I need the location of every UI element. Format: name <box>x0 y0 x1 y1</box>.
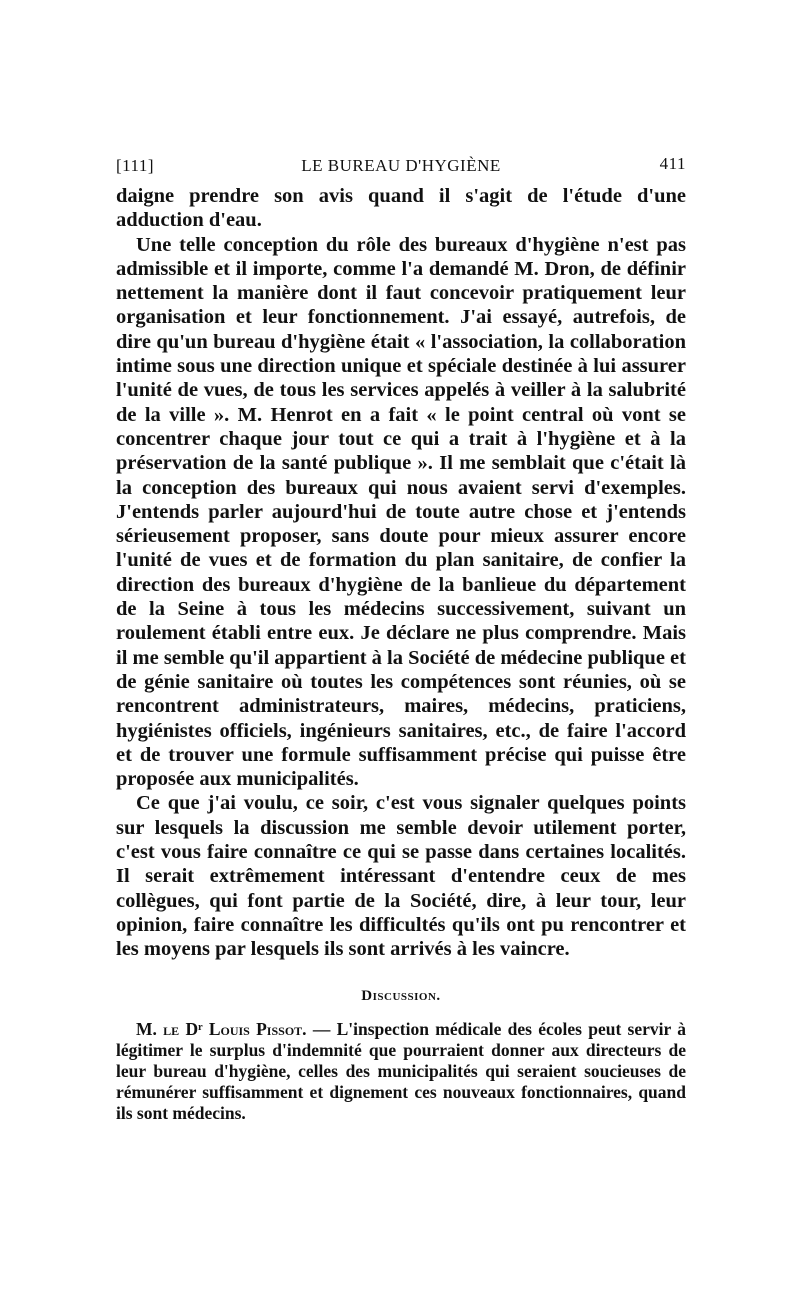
speaker-name: M. le Dʳ Louis Pissot. <box>136 1018 307 1039</box>
paragraph-continuation: daigne prendre son avis quand il s'agit de l'étude d'une adduction d'eau. <box>116 185 686 232</box>
discussion-text: — L'inspection médicale des écoles peut servir à légitimer le surplus d'indemnité que pourraient donner aux directeurs de leur bureau d'hygiène, celles des municipalités qui seraient soucieuses de rémunérer suffisamment et dignement ces nouveaux fonctionnaires, quand ils sont médecins. <box>116 1018 686 1123</box>
paragraph: Ce que j'ai voulu, ce soir, c'est vous signaler quelques points sur lesquels la discussion me semble devoir utilement porter, c'est vous faire connaître ce qui se passe dans certaines localités. Il serait extrêmement intéressant d'entendre ceux de mes collègues, qui font partie de la Société, dire, à leur tour, leur opinion, faire connaître les difficultés qu'ils ont pu rencontrer et les moyens par lesquels ils sont arrivés à les vaincre. <box>116 792 686 961</box>
section-heading: Discussion. <box>361 987 441 1004</box>
body-text <box>116 184 686 962</box>
running-title: LE BUREAU D'HYGIÈNE <box>301 156 501 175</box>
paragraph: Une telle conception du rôle des bureaux d'hygiène n'est pas admissible et il importe, comme l'a demandé M. Dron, de définir nettement la manière dont il faut concevoir pratiquement leur organisation et leur fonctionnement. J'ai essayé, autrefois, de dire qu'un bureau d'hygiène était « l'association, la collaboration intime sous une direction unique et spéciale destinée à lui assurer l'unité de vues, de tous les services appelés à veiller à la salubrité de la ville ». M. Henrot en a fait « le point central où vont se concentrer chaque jour tout ce qui a trait à l'hygiène et à la préservation de la santé publique ». Il me semblait que c'était là la conception des bureaux qui nous avaient servi d'exemples. J'entends parler aujourd'hui de toute autre chose et j'entends sérieusement proposer, sans doute pour mieux assurer encore l'unité de vues et de formation du plan sanitaire, de confier la direction des bureaux d'hygiène de la banlieue du département de la Seine à tous les médecins successivement, suivant un roulement établi entre eux. Je déclare ne plus comprendre. Mais il me semble qu'il appartient à la Société de médecine publique et de génie sanitaire où toutes les compétences sont réunies, où se rencontrent administrateurs, maires, médecins, praticiens, hygiénistes officiels, ingénieurs sanitaires, etc., de faire l'accord et de trouver une formule suffisamment précise qui puisse être proposée aux municipalités. <box>116 233 686 791</box>
running-header <box>116 150 686 180</box>
chapter-number: [111] <box>116 156 155 175</box>
discussion-paragraph <box>116 1019 686 1124</box>
page-number: 411 <box>659 154 686 173</box>
book-page <box>116 150 686 1124</box>
